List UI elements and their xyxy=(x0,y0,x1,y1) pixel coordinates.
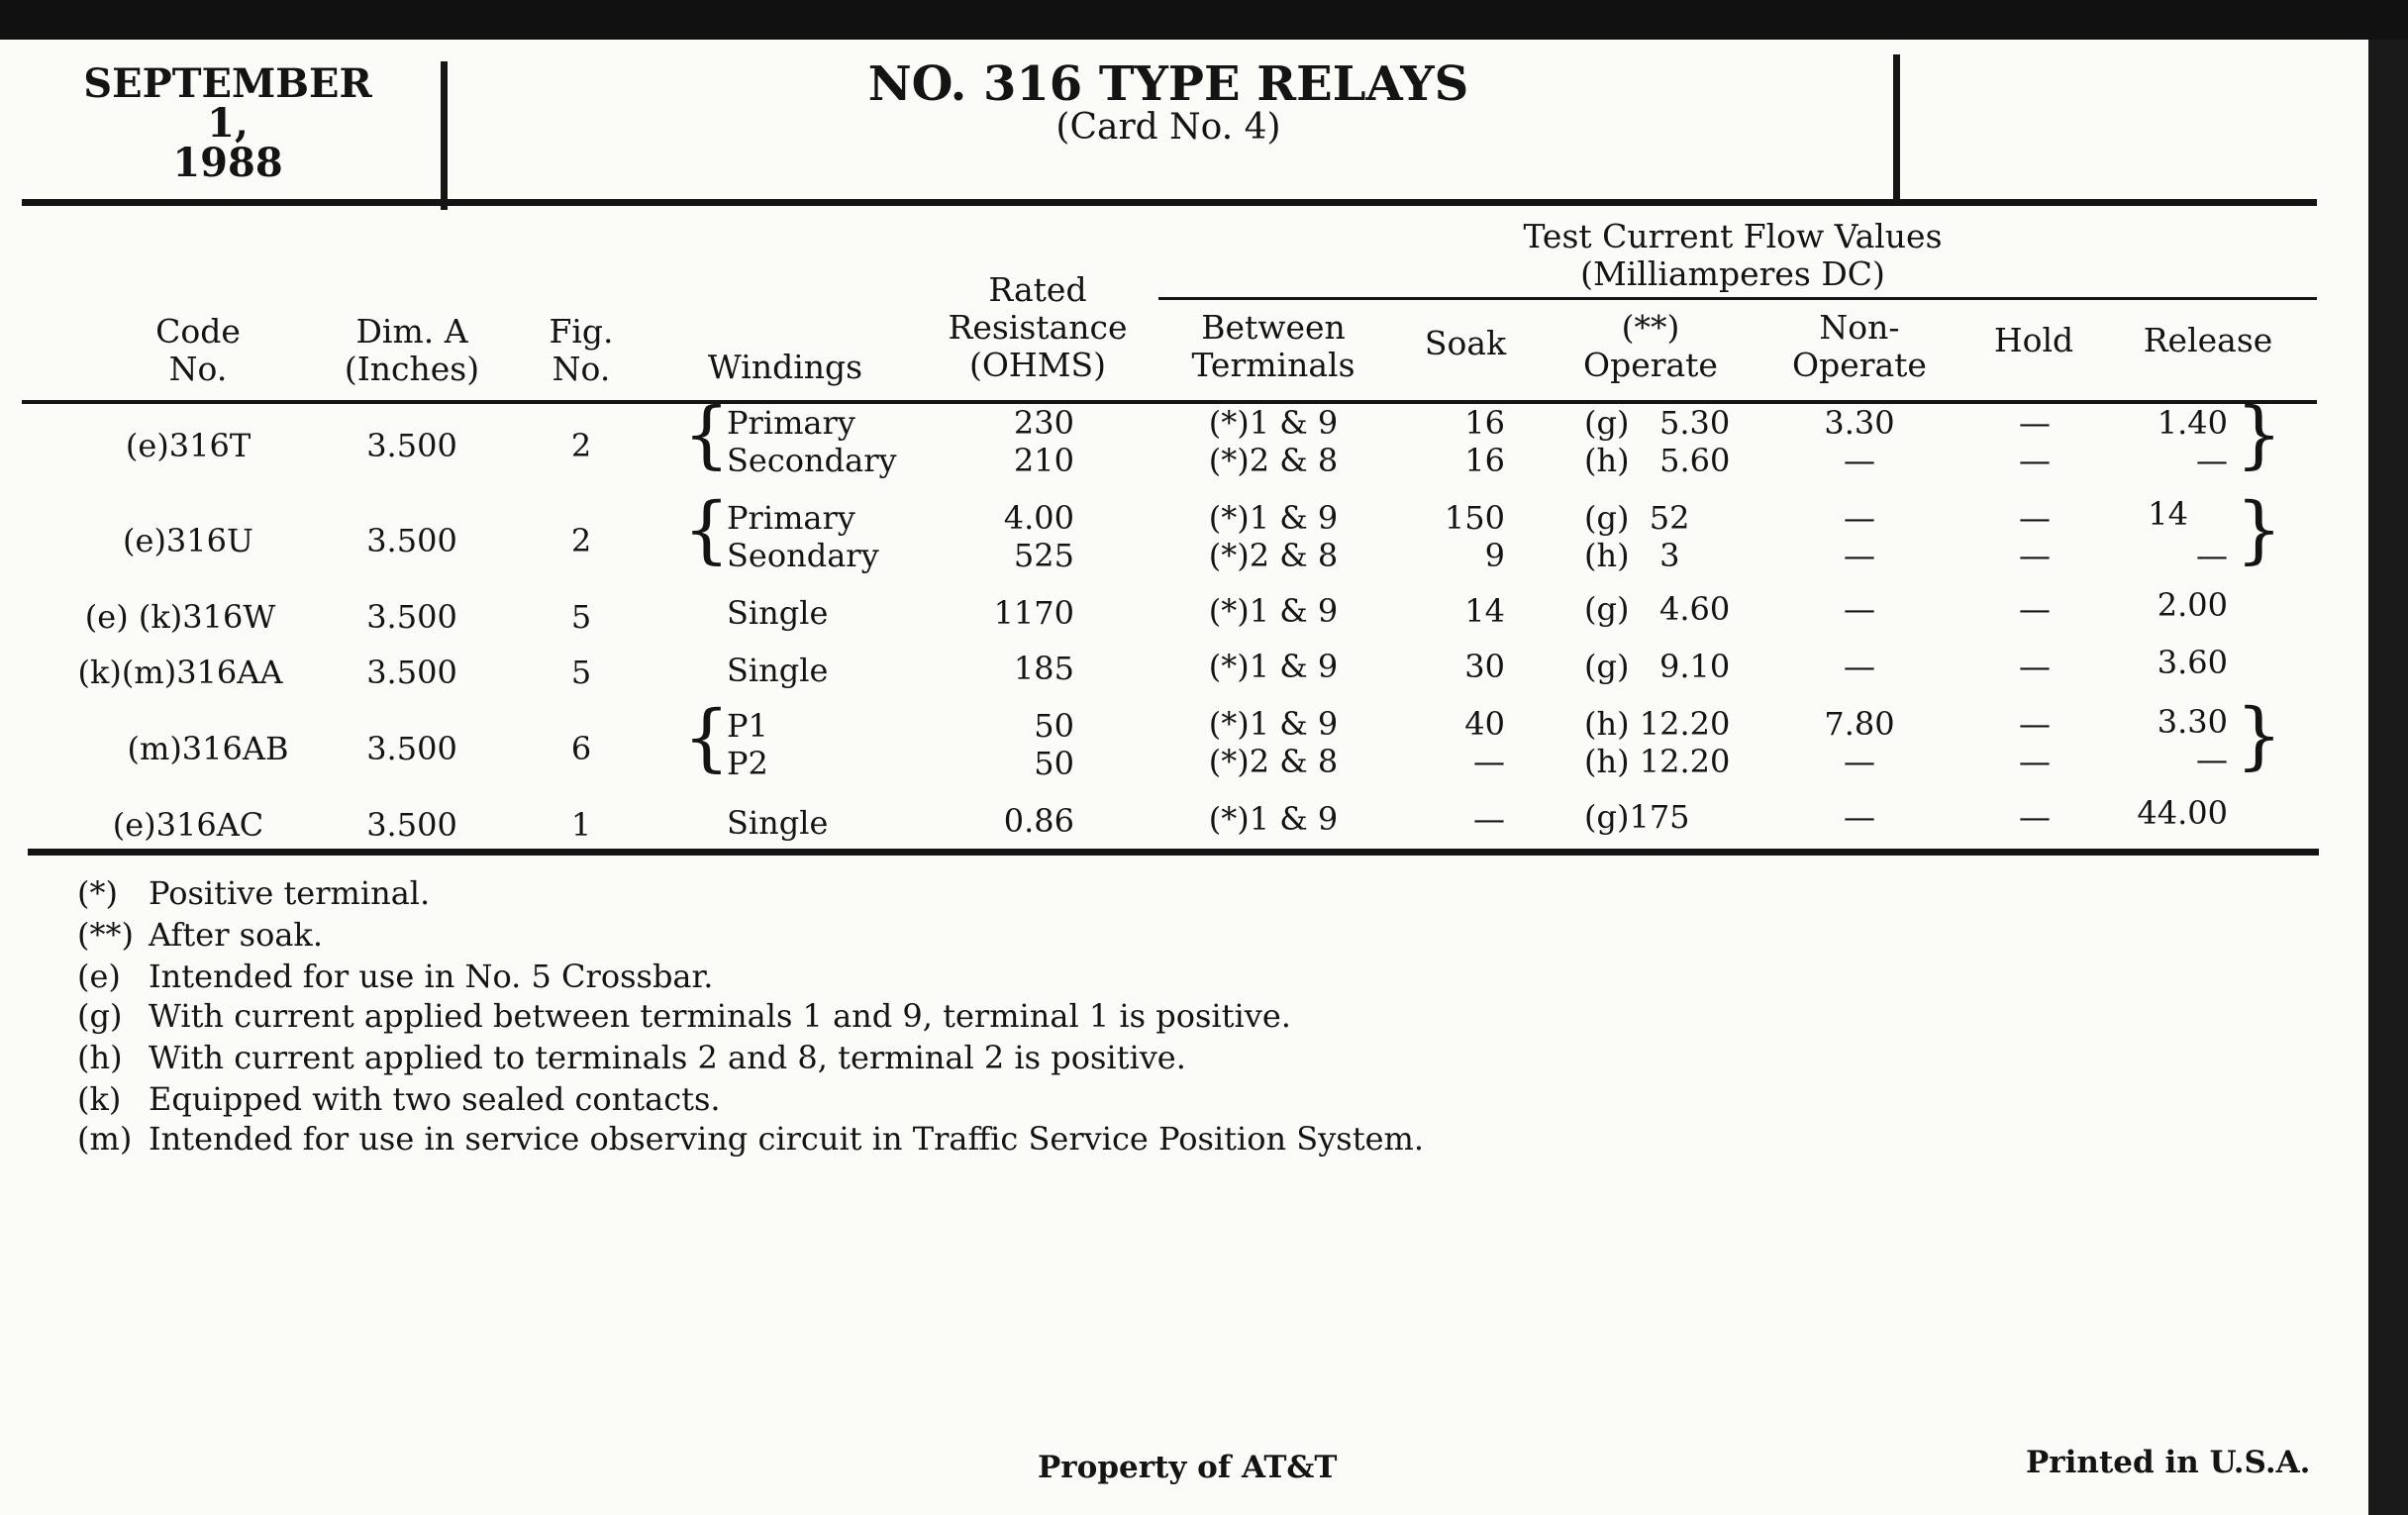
col-fig-header xyxy=(522,313,641,388)
col-resistance-line-2: Resistance xyxy=(948,308,1128,347)
col-between-header xyxy=(1174,309,1372,384)
row-2-fig: 2 xyxy=(570,522,592,559)
row-3-hold: — xyxy=(2019,590,2051,628)
col-hold-header: Hold xyxy=(1993,321,2074,359)
note-item xyxy=(77,1038,1186,1077)
row-5-hold-a: — xyxy=(2019,705,2051,743)
row-5-release-b: — xyxy=(2196,741,2228,778)
col-resistance-line-1: Rated xyxy=(988,270,1087,309)
row-5-between-b: (*)2 & 8 xyxy=(1208,743,1339,780)
col-resistance-header xyxy=(939,271,1137,384)
row-6-resistance: 0.86 xyxy=(1003,802,1074,840)
row-2-resistance-b: 525 xyxy=(1013,537,1074,574)
row-3-winding: Single xyxy=(727,594,829,632)
row-6-dim: 3.500 xyxy=(366,806,457,844)
row-5-operate-b: (h) 12.20 xyxy=(1584,743,1731,780)
page-subtitle: (Card No. 4) xyxy=(1055,107,1281,148)
col-fig-line-1: Fig. xyxy=(549,312,614,351)
row-5-dim: 3.500 xyxy=(366,730,457,767)
note-item xyxy=(77,873,430,913)
col-release-header: Release xyxy=(2143,321,2273,359)
col-resistance-line-3: (OHMS) xyxy=(969,346,1106,384)
row-2-between-b: (*)2 & 8 xyxy=(1208,537,1339,574)
row-6-nonoperate: — xyxy=(1844,798,1875,836)
header-rule xyxy=(22,199,2317,206)
col-operate-line-1: (**) xyxy=(1621,308,1680,347)
row-1-nonoperate-a: 3.30 xyxy=(1824,404,1895,442)
row-4-fig: 5 xyxy=(570,654,592,691)
row-5-fig: 6 xyxy=(570,730,592,767)
note-text: Positive terminal. xyxy=(149,874,431,912)
row-3-code: (e) (k)316W xyxy=(84,598,276,636)
row-3-fig: 5 xyxy=(570,598,592,636)
note-text: Intended for use in service observing circuit in Traffic Service Position System. xyxy=(149,1120,1425,1158)
row-3-dim: 3.500 xyxy=(366,598,457,636)
row-3-resistance: 1170 xyxy=(993,594,1074,632)
row-6-release: 44.00 xyxy=(2137,794,2228,832)
row-6-hold: — xyxy=(2019,798,2051,836)
row-1-between-a: (*)1 & 9 xyxy=(1208,404,1339,442)
row-5-release-a: 3.30 xyxy=(2157,703,2228,741)
note-key: (m) xyxy=(77,1120,133,1158)
col-soak-header: Soak xyxy=(1424,324,1507,362)
row-1-resistance-b: 210 xyxy=(1013,442,1074,479)
note-text: With current applied between terminals 1 and 9, terminal 1 is positive. xyxy=(149,997,1291,1035)
row-3-soak: 14 xyxy=(1464,592,1505,630)
col-nonoperate-header xyxy=(1760,309,1958,384)
row-1-soak-b: 16 xyxy=(1464,442,1505,479)
row-4-soak: 30 xyxy=(1464,648,1505,685)
note-text: After soak. xyxy=(149,916,323,954)
row-1-dim: 3.500 xyxy=(366,427,457,464)
row-4-between: (*)1 & 9 xyxy=(1208,648,1339,685)
row-3-nonoperate: — xyxy=(1844,590,1875,628)
note-item xyxy=(77,1079,721,1119)
col-dim-line-1: Dim. A xyxy=(355,312,468,351)
row-5-code: (m)316AB xyxy=(127,730,289,767)
row-5-resistance-a: 50 xyxy=(1034,707,1074,745)
row-4-code: (k)(m)316AA xyxy=(77,654,283,691)
table-header-rule xyxy=(22,400,2317,404)
note-key: (e) xyxy=(77,958,121,995)
page-title: NO. 316 TYPE RELAYS xyxy=(867,56,1469,112)
row-4-winding: Single xyxy=(727,652,829,689)
row-2-code: (e)316U xyxy=(123,522,253,559)
note-key: (g) xyxy=(77,997,123,1035)
row-5-soak-a: 40 xyxy=(1464,705,1505,743)
col-between-line-2: Terminals xyxy=(1191,346,1355,384)
row-1-code: (e)316T xyxy=(125,427,251,464)
note-key: (k) xyxy=(77,1080,122,1118)
note-key: (h) xyxy=(77,1039,123,1076)
row-3-release: 2.00 xyxy=(2157,586,2228,624)
note-item xyxy=(77,1119,1424,1159)
row-2-release-a: 14 xyxy=(2148,495,2188,533)
row-6-operate: (g)175 xyxy=(1584,798,1690,836)
note-item xyxy=(77,957,713,996)
row-1-hold-b: — xyxy=(2019,442,2051,479)
row-4-nonoperate: — xyxy=(1844,648,1875,685)
date-line-1: SEPTEMBER 1, xyxy=(83,60,372,147)
note-text: Intended for use in No. 5 Crossbar. xyxy=(149,958,714,995)
col-windings-header: Windings xyxy=(707,348,863,386)
row-2-soak-b: 9 xyxy=(1484,537,1505,574)
row-1-release-a: 1.40 xyxy=(2157,404,2228,442)
row-2-hold-b: — xyxy=(2019,537,2051,574)
note-key: (*) xyxy=(77,874,118,912)
row-2-nonoperate-a: — xyxy=(1844,499,1875,537)
col-dim-header xyxy=(313,313,511,388)
row-2-nonoperate-b: — xyxy=(1844,537,1875,574)
col-dim-line-2: (Inches) xyxy=(344,350,480,388)
row-1-hold-a: — xyxy=(2019,404,2051,442)
col-code-line-1: Code xyxy=(155,312,241,351)
footer-printed: Printed in U.S.A. xyxy=(2026,1445,2311,1480)
row-2-release-b: — xyxy=(2196,537,2228,574)
row-2-winding-b: Seondary xyxy=(727,537,879,574)
card-date xyxy=(59,60,396,186)
row-1-soak-a: 16 xyxy=(1464,404,1505,442)
row-1-operate-b: (h) 5.60 xyxy=(1584,442,1731,479)
col-nonoperate-line-1: Non- xyxy=(1819,308,1900,347)
row-2-hold-a: — xyxy=(2019,499,2051,537)
row-5-winding-a: P1 xyxy=(727,707,768,745)
row-2-dim: 3.500 xyxy=(366,522,457,559)
row-5-winding-brace: { xyxy=(683,695,731,780)
row-5-nonoperate-a: 7.80 xyxy=(1824,705,1895,743)
group-header-rule xyxy=(1158,297,2317,300)
table-bottom-rule xyxy=(28,849,2319,856)
row-2-soak-a: 150 xyxy=(1444,499,1505,537)
row-2-release-brace: } xyxy=(2236,487,2283,572)
row-2-winding-a: Primary xyxy=(727,499,855,537)
row-1-winding-a: Primary xyxy=(727,404,855,442)
row-6-between: (*)1 & 9 xyxy=(1208,800,1339,838)
col-operate-header xyxy=(1552,309,1750,384)
row-1-operate-a: (g) 5.30 xyxy=(1584,404,1731,442)
row-5-release-brace: } xyxy=(2236,693,2283,778)
col-fig-line-2: No. xyxy=(552,350,611,388)
row-6-winding: Single xyxy=(727,804,829,842)
row-6-fig: 1 xyxy=(570,806,592,844)
row-5-soak-b: — xyxy=(1473,743,1505,780)
row-5-hold-b: — xyxy=(2019,743,2051,780)
row-1-resistance-a: 230 xyxy=(1013,404,1074,442)
row-5-resistance-b: 50 xyxy=(1034,745,1074,782)
note-text: With current applied to terminals 2 and 8, terminal 2 is positive. xyxy=(149,1039,1186,1076)
note-item xyxy=(77,996,1291,1036)
group-header-line-1: Test Current Flow Values xyxy=(1523,217,1943,255)
row-1-fig: 2 xyxy=(570,427,592,464)
row-1-between-b: (*)2 & 8 xyxy=(1208,442,1339,479)
row-3-between: (*)1 & 9 xyxy=(1208,592,1339,630)
row-4-operate: (g) 9.10 xyxy=(1584,648,1731,685)
row-2-operate-b: (h) 3 xyxy=(1584,537,1680,574)
header-divider-right xyxy=(1893,54,1900,203)
row-4-hold: — xyxy=(2019,648,2051,685)
row-2-between-a: (*)1 & 9 xyxy=(1208,499,1339,537)
row-1-release-brace: } xyxy=(2236,392,2283,477)
row-2-operate-a: (g) 52 xyxy=(1584,499,1690,537)
note-text: Equipped with two sealed contacts. xyxy=(149,1080,721,1118)
footer-property: Property of AT&T xyxy=(1038,1450,1338,1485)
row-5-between-a: (*)1 & 9 xyxy=(1208,705,1339,743)
note-item xyxy=(77,915,323,955)
group-header-line-2: (Milliamperes DC) xyxy=(1580,254,1885,293)
row-1-release-b: — xyxy=(2196,442,2228,479)
row-4-resistance: 185 xyxy=(1013,650,1074,687)
group-header xyxy=(1485,218,1980,293)
row-2-winding-brace: { xyxy=(683,487,731,572)
row-5-operate-a: (h) 12.20 xyxy=(1584,705,1731,743)
col-code-line-2: No. xyxy=(168,350,228,388)
row-1-winding-b: Secondary xyxy=(727,442,897,479)
row-4-release: 3.60 xyxy=(2157,644,2228,681)
row-3-operate: (g) 4.60 xyxy=(1584,590,1731,628)
note-key: (**) xyxy=(77,916,134,954)
row-1-winding-brace: { xyxy=(683,392,731,477)
col-between-line-1: Between xyxy=(1201,308,1346,347)
scan-edge xyxy=(2368,40,2408,1515)
date-line-2: 1988 xyxy=(172,140,283,186)
col-operate-line-2: Operate xyxy=(1583,346,1718,384)
row-5-nonoperate-b: — xyxy=(1844,743,1875,780)
row-6-code: (e)316AC xyxy=(112,806,264,844)
row-5-winding-b: P2 xyxy=(727,745,768,782)
row-1-nonoperate-b: — xyxy=(1844,442,1875,479)
col-nonoperate-line-2: Operate xyxy=(1792,346,1927,384)
row-4-dim: 3.500 xyxy=(366,654,457,691)
row-2-resistance-a: 4.00 xyxy=(1003,499,1074,537)
col-code-header xyxy=(99,313,297,388)
row-6-soak: — xyxy=(1473,800,1505,838)
